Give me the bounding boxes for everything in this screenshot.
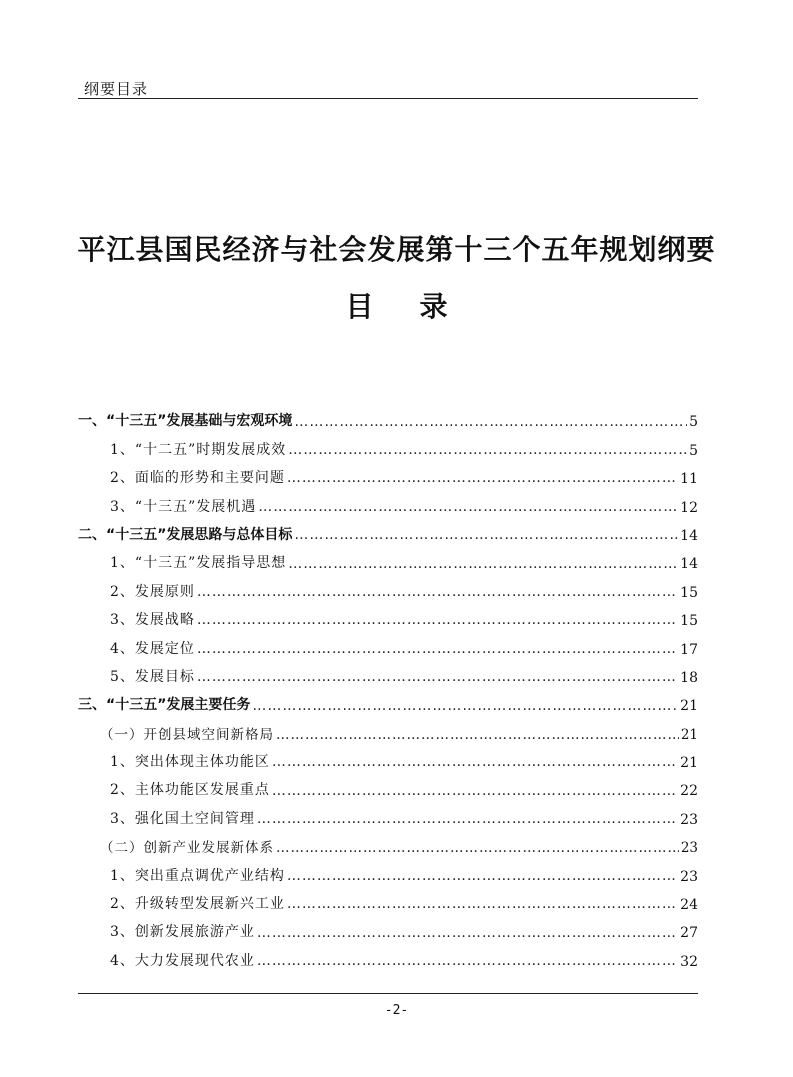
toc-entry-label: 三、“十三五”发展主要任务 <box>78 697 251 714</box>
toc-heading: 目录 <box>345 290 494 323</box>
toc-entry[interactable] <box>78 601 698 629</box>
toc-dot-leader <box>197 641 678 658</box>
toc-entry[interactable] <box>78 572 698 600</box>
toc-dot-leader <box>252 698 678 715</box>
toc-entry-page: 11 <box>680 471 698 488</box>
toc-entry[interactable] <box>78 544 698 572</box>
toc-entry-label: 2、发展原则 <box>110 583 195 600</box>
toc-entry-page: 21 <box>680 726 698 743</box>
toc-entry-page: 17 <box>680 641 698 658</box>
toc-entry[interactable] <box>78 658 698 686</box>
toc-entry[interactable] <box>78 743 698 771</box>
toc-entry-label: 一、“十三五”发展基础与宏观环境 <box>78 413 293 430</box>
toc-entry-page: 23 <box>680 868 698 885</box>
toc-entry-page: 21 <box>680 698 698 715</box>
toc-entry-label: 3、创新发展旅游产业 <box>110 924 255 941</box>
toc-dot-leader <box>197 669 678 686</box>
toc-entry-label: 2、主体功能区发展重点 <box>110 782 270 799</box>
toc-entry[interactable] <box>78 856 698 884</box>
toc-entry[interactable] <box>78 885 698 913</box>
toc-entry[interactable] <box>78 799 698 827</box>
document-title: 平江县国民经济与社会发展第十三个五年规划纲要 <box>77 233 716 266</box>
toc-dot-leader <box>287 470 678 487</box>
toc-entry-label: 4、大力发展现代农业 <box>110 952 255 969</box>
header-rule <box>78 98 698 99</box>
table-of-contents <box>78 402 698 970</box>
toc-entry-label: 1、“十二五”时期发展成效 <box>110 441 287 458</box>
toc-entry[interactable] <box>78 629 698 657</box>
toc-entry-label: 2、面临的形势和主要问题 <box>110 470 285 487</box>
toc-entry-page: 27 <box>680 925 698 942</box>
toc-entry-label: 1、突出重点调优产业结构 <box>110 867 285 884</box>
toc-dot-leader <box>294 527 678 544</box>
toc-entry-page: 23 <box>680 840 698 857</box>
toc-entry-label: 3、“十三五”发展机遇 <box>110 498 257 515</box>
toc-dot-leader <box>294 414 687 431</box>
toc-entry-page: 23 <box>680 811 698 828</box>
toc-entry-label: 2、升级转型发展新兴工业 <box>110 896 285 913</box>
toc-dot-leader <box>288 442 687 459</box>
toc-entry-label: 1、突出体现主体功能区 <box>110 754 270 771</box>
toc-dot-leader <box>257 811 678 828</box>
toc-entry[interactable] <box>78 828 698 856</box>
toc-entry-page: 5 <box>689 414 698 431</box>
toc-dot-leader <box>197 612 678 629</box>
page-number: -2- <box>384 1003 409 1018</box>
toc-entry-label: 4、发展定位 <box>110 640 195 657</box>
toc-entry-label: （二）创新产业发展新体系 <box>100 840 274 857</box>
toc-entry[interactable] <box>78 771 698 799</box>
toc-entry-label: 1、“十三五”发展指导思想 <box>110 555 287 572</box>
toc-entry-page: 5 <box>689 442 698 459</box>
running-header: 纲要目录 <box>84 80 149 98</box>
toc-dot-leader <box>276 727 679 743</box>
toc-entry-page: 15 <box>680 613 698 630</box>
toc-dot-leader <box>287 896 678 913</box>
toc-dot-leader <box>258 499 678 516</box>
toc-entry[interactable] <box>78 402 698 430</box>
toc-entry-page: 14 <box>680 556 698 573</box>
toc-entry-label: 5、发展目标 <box>110 668 195 685</box>
toc-entry-label: 3、发展战略 <box>110 612 195 629</box>
toc-entry-page: 21 <box>680 755 698 772</box>
toc-dot-leader <box>287 868 678 885</box>
toc-dot-leader <box>257 925 678 942</box>
toc-entry-label: 二、“十三五”发展思路与总体目标 <box>78 526 293 543</box>
toc-entry-label: （一）开创县域空间新格局 <box>100 726 274 743</box>
toc-entry[interactable] <box>78 941 698 969</box>
toc-entry[interactable] <box>78 714 698 742</box>
toc-entry[interactable] <box>78 459 698 487</box>
toc-entry-page: 32 <box>680 953 698 970</box>
toc-dot-leader <box>272 754 678 771</box>
toc-entry[interactable] <box>78 516 698 544</box>
toc-dot-leader <box>257 953 678 970</box>
toc-entry-page: 22 <box>680 783 698 800</box>
toc-entry-page: 18 <box>680 669 698 686</box>
toc-dot-leader <box>272 783 678 800</box>
toc-entry-page: 15 <box>680 584 698 601</box>
toc-dot-leader <box>276 840 679 856</box>
toc-entry-page: 24 <box>680 897 698 914</box>
toc-dot-leader <box>288 556 678 573</box>
toc-entry[interactable] <box>78 686 698 714</box>
toc-dot-leader <box>197 584 678 601</box>
toc-entry-label: 3、强化国土空间管理 <box>110 810 255 827</box>
footer-rule <box>78 993 698 994</box>
toc-entry[interactable] <box>78 913 698 941</box>
toc-entry[interactable] <box>78 487 698 515</box>
toc-entry-page: 12 <box>680 499 698 516</box>
toc-entry[interactable] <box>78 430 698 458</box>
toc-entry-page: 14 <box>680 527 698 544</box>
